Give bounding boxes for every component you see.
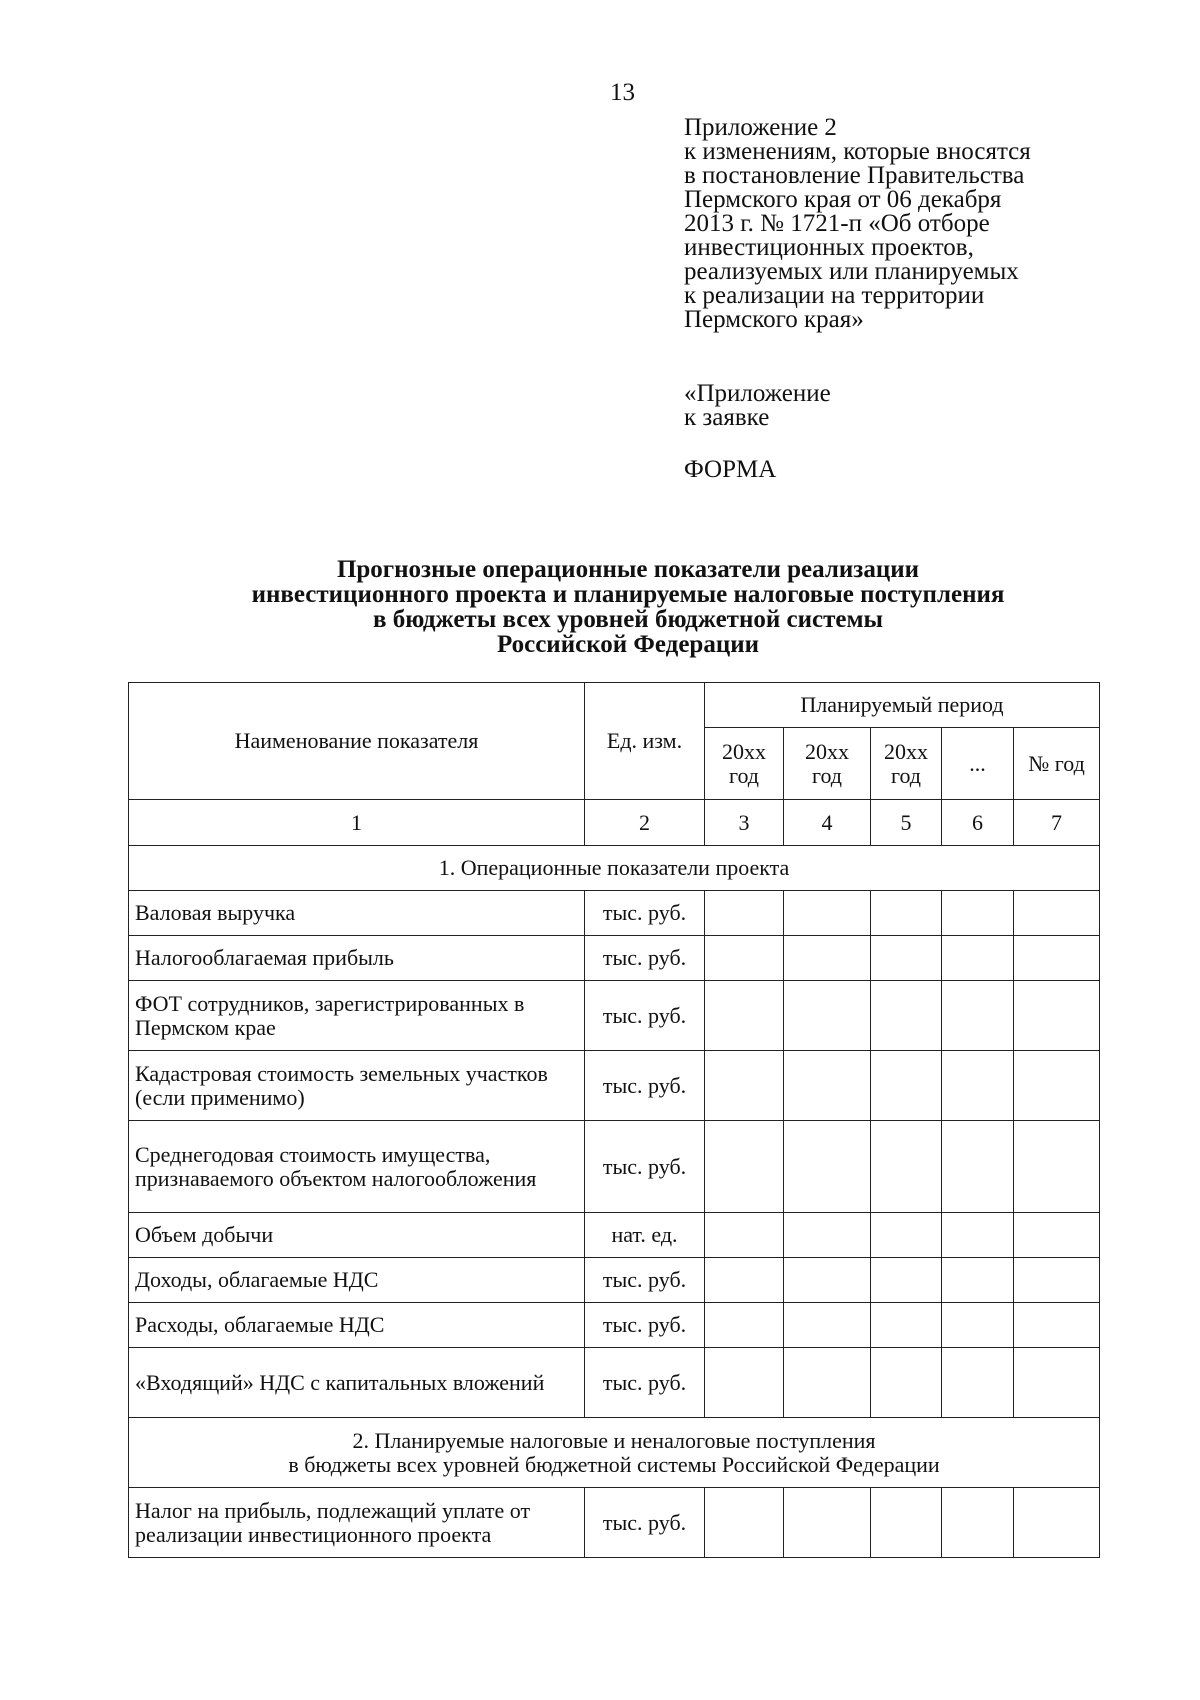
column-number: 3 [705, 800, 784, 846]
header-year-1: 20хх год [705, 728, 784, 800]
page-number: 13 [610, 79, 635, 106]
table-row [129, 1348, 1100, 1418]
appendix-line: реализуемых или планируемых [684, 258, 1019, 285]
value-cell[interactable] [1014, 936, 1100, 981]
value-cell[interactable] [784, 1303, 871, 1348]
value-cell[interactable] [942, 981, 1014, 1051]
value-cell[interactable] [784, 936, 871, 981]
section-2-title [129, 1418, 1100, 1488]
section-1-title: 1. Операционные показатели проекта [129, 846, 1100, 891]
value-cell[interactable] [784, 981, 871, 1051]
header-unit: Ед. изм. [585, 683, 705, 800]
section-2-line: 2. Планируемые налоговые и неналоговые поступления [352, 1427, 876, 1453]
header-name: Наименование показателя [129, 683, 585, 800]
indicators-table [128, 682, 1100, 1558]
value-cell[interactable] [1014, 1258, 1100, 1303]
column-number: 1 [129, 800, 585, 846]
value-cell[interactable] [871, 1121, 942, 1213]
value-cell[interactable] [784, 1051, 871, 1121]
header-period: Планируемый период [705, 683, 1100, 728]
appendix-reference [684, 116, 1031, 332]
indicator-unit: тыс. руб. [585, 1121, 705, 1213]
value-cell[interactable] [1014, 1488, 1100, 1558]
value-cell[interactable] [705, 936, 784, 981]
title-line: в бюджеты всех уровней бюджетной системы [372, 606, 884, 633]
value-cell[interactable] [871, 1303, 942, 1348]
header-year-ellipsis: ... [942, 728, 1014, 800]
value-cell[interactable] [942, 1213, 1014, 1258]
indicator-unit: тыс. руб. [585, 936, 705, 981]
indicator-name: Доходы, облагаемые НДС [129, 1258, 585, 1303]
value-cell[interactable] [1014, 1213, 1100, 1258]
value-cell[interactable] [942, 891, 1014, 936]
header-year-n: № год [1014, 728, 1100, 800]
indicator-name: ФОТ сотрудников, зарегистрированных в Пермском крае [129, 981, 585, 1051]
value-cell[interactable] [705, 1213, 784, 1258]
table-row [129, 1258, 1100, 1303]
value-cell[interactable] [1014, 1303, 1100, 1348]
value-cell[interactable] [871, 1051, 942, 1121]
table-row [129, 1051, 1100, 1121]
value-cell[interactable] [705, 1488, 784, 1558]
value-cell[interactable] [784, 1488, 871, 1558]
form-label: ФОРМА [684, 456, 777, 483]
table-row [129, 1488, 1100, 1558]
value-cell[interactable] [705, 1258, 784, 1303]
column-number: 4 [784, 800, 871, 846]
value-cell[interactable] [871, 891, 942, 936]
table-row [129, 891, 1100, 936]
title-line: Прогнозные операционные показатели реализации [336, 556, 920, 583]
value-cell[interactable] [871, 1213, 942, 1258]
indicator-name: Среднегодовая стоимость имущества, признаваемого объектом налогообложения [129, 1121, 585, 1213]
document-title [130, 557, 1126, 657]
header-year-3: 20хх год [871, 728, 942, 800]
annex-reference [684, 382, 831, 430]
table-row [129, 1213, 1100, 1258]
value-cell[interactable] [871, 936, 942, 981]
indicator-unit: тыс. руб. [585, 1488, 705, 1558]
indicator-unit: тыс. руб. [585, 1303, 705, 1348]
annex-line: к заявке [684, 404, 770, 431]
appendix-line: к изменениям, которые вносятся [684, 138, 1031, 165]
value-cell[interactable] [942, 1121, 1014, 1213]
indicator-name: Валовая выручка [129, 891, 585, 936]
value-cell[interactable] [1014, 891, 1100, 936]
section-1-row [129, 846, 1100, 891]
indicator-name: Объем добычи [129, 1213, 585, 1258]
value-cell[interactable] [1014, 1051, 1100, 1121]
value-cell[interactable] [942, 1051, 1014, 1121]
indicator-name: Налогооблагаемая прибыль [129, 936, 585, 981]
indicator-unit: тыс. руб. [585, 1258, 705, 1303]
value-cell[interactable] [871, 981, 942, 1051]
header-row [129, 683, 1100, 728]
appendix-line: к реализации на территории [684, 282, 985, 309]
table-row [129, 1121, 1100, 1213]
value-cell[interactable] [784, 1121, 871, 1213]
value-cell[interactable] [705, 1051, 784, 1121]
value-cell[interactable] [784, 1213, 871, 1258]
appendix-line: инвестиционных проектов, [684, 234, 974, 261]
value-cell[interactable] [784, 1348, 871, 1418]
column-number: 2 [585, 800, 705, 846]
table-row [129, 936, 1100, 981]
appendix-line: Пермского края от 06 декабря [684, 186, 1002, 213]
value-cell[interactable] [705, 981, 784, 1051]
section-2-line: в бюджеты всех уровней бюджетной системы Российской Федерации [288, 1451, 940, 1477]
value-cell[interactable] [942, 1258, 1014, 1303]
value-cell[interactable] [942, 936, 1014, 981]
value-cell[interactable] [784, 891, 871, 936]
table-row [129, 981, 1100, 1051]
indicator-unit: нат. ед. [585, 1213, 705, 1258]
appendix-line: Пермского края» [684, 306, 864, 333]
value-cell[interactable] [942, 1348, 1014, 1418]
value-cell[interactable] [705, 1348, 784, 1418]
appendix-line: Приложение 2 [684, 114, 837, 141]
title-line: инвестиционного проекта и планируемые налоговые поступления [251, 581, 1005, 608]
value-cell[interactable] [871, 1348, 942, 1418]
appendix-line: в постановление Правительства [684, 162, 1025, 189]
table-row [129, 1303, 1100, 1348]
column-number: 5 [871, 800, 942, 846]
column-number: 7 [1014, 800, 1100, 846]
value-cell[interactable] [1014, 1348, 1100, 1418]
indicator-name: «Входящий» НДС с капитальных вложений [129, 1348, 585, 1418]
title-line: Российской Федерации [496, 631, 760, 658]
value-cell[interactable] [784, 1258, 871, 1303]
section-2-row [129, 1418, 1100, 1488]
indicator-unit: тыс. руб. [585, 1348, 705, 1418]
column-numbers-row [129, 800, 1100, 846]
indicator-unit: тыс. руб. [585, 981, 705, 1051]
value-cell[interactable] [1014, 981, 1100, 1051]
value-cell[interactable] [942, 1303, 1014, 1348]
value-cell[interactable] [871, 1258, 942, 1303]
appendix-line: 2013 г. № 1721-п «Об отборе [684, 210, 990, 237]
indicator-unit: тыс. руб. [585, 891, 705, 936]
value-cell[interactable] [705, 891, 784, 936]
header-year-2: 20хх год [784, 728, 871, 800]
indicator-name: Кадастровая стоимость земельных участков (если применимо) [129, 1051, 585, 1121]
indicator-unit: тыс. руб. [585, 1051, 705, 1121]
value-cell[interactable] [1014, 1121, 1100, 1213]
value-cell[interactable] [871, 1488, 942, 1558]
value-cell[interactable] [942, 1488, 1014, 1558]
value-cell[interactable] [705, 1121, 784, 1213]
annex-line: «Приложение [684, 380, 831, 407]
column-number: 6 [942, 800, 1014, 846]
value-cell[interactable] [705, 1303, 784, 1348]
indicator-name: Налог на прибыль, подлежащий уплате от реализации инвестиционного проекта [129, 1488, 585, 1558]
indicator-name: Расходы, облагаемые НДС [129, 1303, 585, 1348]
